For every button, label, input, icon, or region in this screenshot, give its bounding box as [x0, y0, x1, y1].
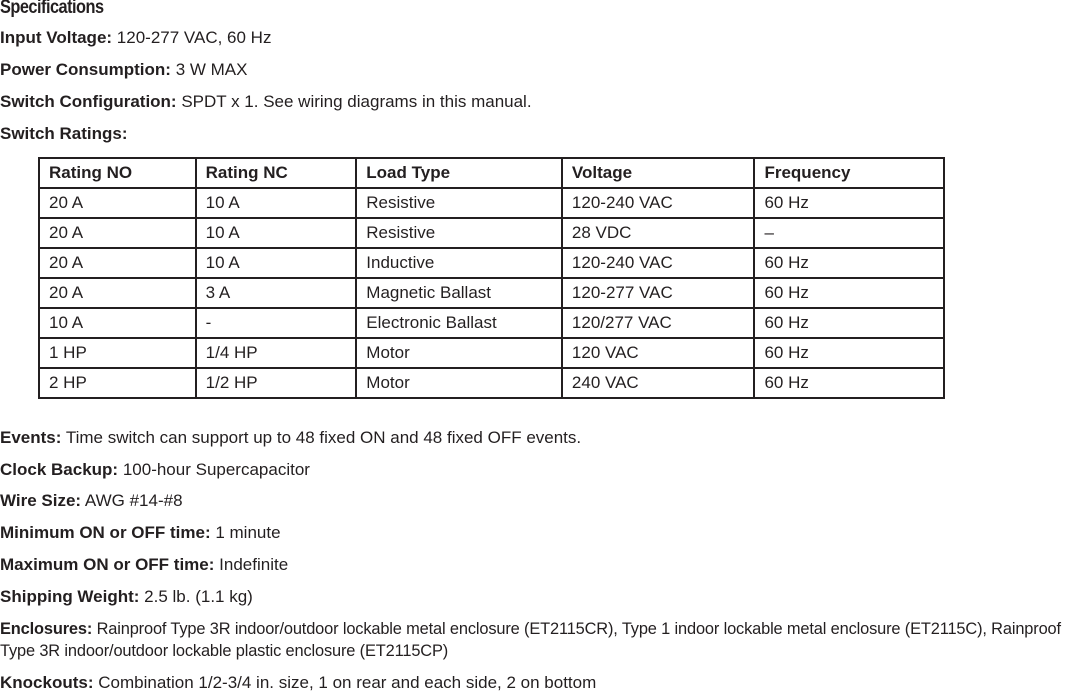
spec-wire-size: [0, 491, 183, 511]
spec-value: 3 W MAX: [175, 60, 248, 79]
table-cell: 2 HP: [39, 368, 196, 398]
spec-label: Knockouts:: [0, 673, 94, 692]
column-header-voltage: Voltage: [562, 158, 755, 188]
spec-label: Switch Configuration:: [0, 92, 177, 111]
table-row: [39, 218, 944, 248]
spec-label: Minimum ON or OFF time:: [0, 523, 211, 542]
table-cell: 60 Hz: [754, 278, 944, 308]
table-cell: -: [196, 308, 357, 338]
table-cell: –: [754, 218, 944, 248]
table-cell: 10 A: [196, 188, 357, 218]
table-cell: 20 A: [39, 188, 196, 218]
table-cell: 60 Hz: [754, 368, 944, 398]
table-row: [39, 338, 944, 368]
spec-power-consumption: [0, 60, 247, 80]
spec-value: 100-hour Supercapacitor: [122, 460, 310, 479]
spec-minimum-time: [0, 523, 281, 543]
spec-knockouts: [0, 673, 596, 693]
spec-value: Indefinite: [219, 555, 289, 574]
spec-value: 120-277 VAC, 60 Hz: [116, 28, 272, 47]
column-header-rating-nc: Rating NC: [196, 158, 357, 188]
spec-label: Maximum ON or OFF time:: [0, 555, 215, 574]
column-header-load-type: Load Type: [356, 158, 562, 188]
section-title: Specifications: [0, 0, 104, 18]
table-cell: 3 A: [196, 278, 357, 308]
switch-ratings-table: [38, 157, 945, 399]
spec-label: Input Voltage:: [0, 28, 113, 47]
table-cell: Resistive: [356, 188, 562, 218]
column-header-frequency: Frequency: [754, 158, 944, 188]
spec-events: [0, 428, 581, 448]
spec-value: AWG #14-#8: [84, 491, 183, 510]
spec-input-voltage: [0, 28, 271, 48]
table-cell: 1/2 HP: [196, 368, 357, 398]
table-cell: 28 VDC: [562, 218, 755, 248]
table-cell: 120 VAC: [562, 338, 755, 368]
table-header-row: [39, 158, 944, 188]
table-cell: 20 A: [39, 248, 196, 278]
table-cell: 1/4 HP: [196, 338, 357, 368]
table-cell: 20 A: [39, 218, 196, 248]
table-cell: Resistive: [356, 218, 562, 248]
table-cell: 20 A: [39, 278, 196, 308]
spec-label: Shipping Weight:: [0, 587, 140, 606]
spec-label: Clock Backup:: [0, 460, 119, 479]
table-cell: 10 A: [39, 308, 196, 338]
spec-value: 1 minute: [215, 523, 281, 542]
spec-shipping-weight: [0, 587, 253, 607]
table-row: [39, 368, 944, 398]
table-cell: 240 VAC: [562, 368, 755, 398]
table-cell: 1 HP: [39, 338, 196, 368]
spec-label: Enclosures:: [0, 620, 93, 638]
table-row: [39, 308, 944, 338]
table-cell: Magnetic Ballast: [356, 278, 562, 308]
column-header-rating-no: Rating NO: [39, 158, 196, 188]
table-cell: Inductive: [356, 248, 562, 278]
spec-label: Switch Ratings:: [0, 124, 128, 143]
spec-value: 2.5 lb. (1.1 kg): [144, 587, 253, 606]
table-cell: 60 Hz: [754, 308, 944, 338]
table-cell: 60 Hz: [754, 338, 944, 368]
table-cell: 10 A: [196, 218, 357, 248]
spec-switch-configuration: [0, 92, 532, 112]
table-cell: 120/277 VAC: [562, 308, 755, 338]
table-cell: 120-240 VAC: [562, 248, 755, 278]
table-cell: 60 Hz: [754, 188, 944, 218]
table-cell: 60 Hz: [754, 248, 944, 278]
spec-value: Combination 1/2-3/4 in. size, 1 on rear and each side, 2 on bottom: [98, 673, 597, 692]
table-cell: Motor: [356, 368, 562, 398]
table-cell: 120-240 VAC: [562, 188, 755, 218]
table-cell: Electronic Ballast: [356, 308, 562, 338]
spec-value: SPDT x 1. See wiring diagrams in this manual.: [181, 92, 532, 111]
spec-label: Power Consumption:: [0, 60, 171, 79]
spec-value: Time switch can support up to 48 fixed ON and 48 fixed OFF events.: [65, 428, 582, 447]
spec-clock-backup: [0, 460, 310, 480]
table-cell: Motor: [356, 338, 562, 368]
spec-switch-ratings: [0, 124, 128, 144]
table-cell: 120-277 VAC: [562, 278, 755, 308]
spec-value: Rainproof Type 3R indoor/outdoor lockable metal enclosure (ET2115CR), Type 1 indoor lockable metal enclosure (ET2115C), Rainproof Type 3R indoor/outdoor lockable plastic enclosure (ET2115CP): [0, 620, 1061, 660]
table-row: [39, 188, 944, 218]
spec-label: Wire Size:: [0, 491, 82, 510]
spec-label: Events:: [0, 428, 62, 447]
table-cell: 10 A: [196, 248, 357, 278]
table-row: [39, 248, 944, 278]
table-row: [39, 278, 944, 308]
spec-enclosures: [0, 618, 1065, 662]
spec-maximum-time: [0, 555, 288, 575]
